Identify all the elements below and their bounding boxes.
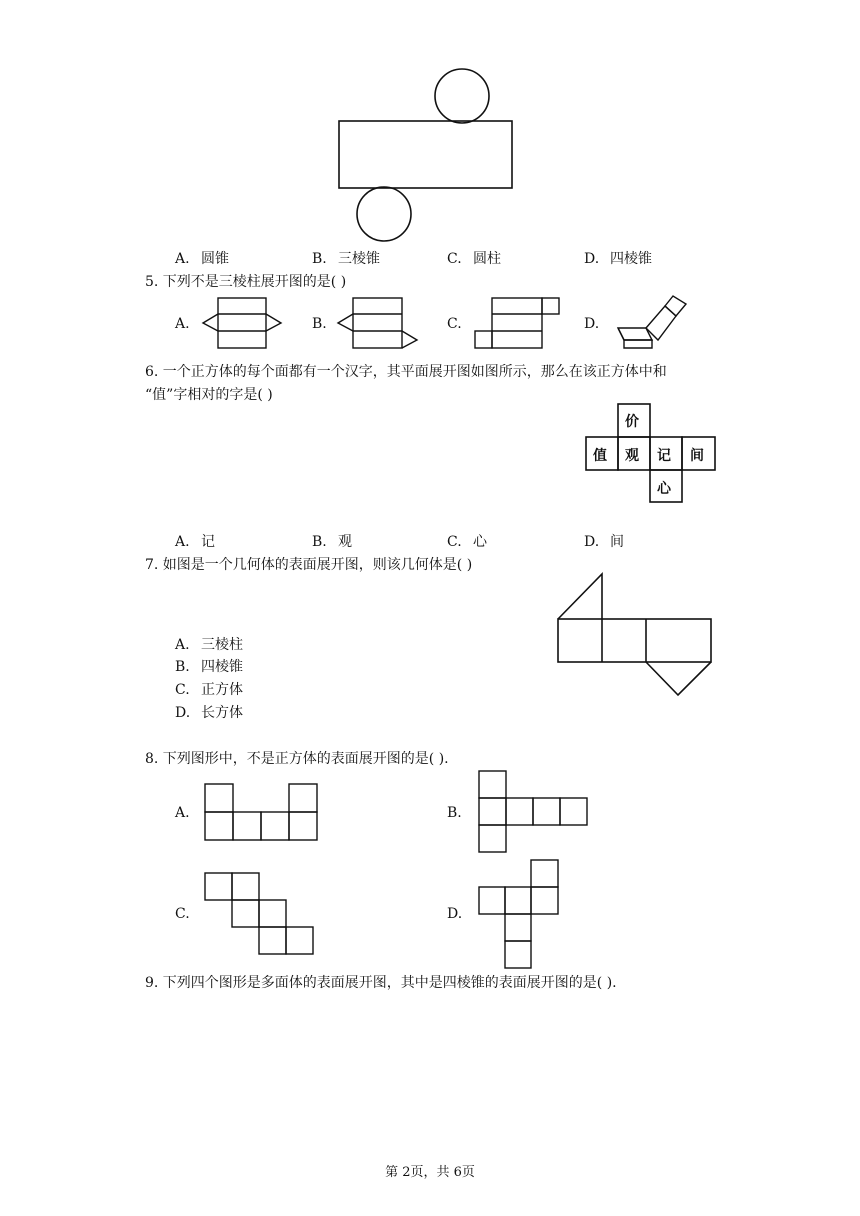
cube-face-guan: 观	[625, 448, 639, 464]
q7-stem: 7. 如图是一个几何体的表面展开图，则该几何体是( )	[145, 557, 473, 573]
q5-option-a-label: A.	[175, 316, 190, 332]
q4-option-d: D. 四棱锥	[584, 251, 652, 267]
q7-option-d: D. 长方体	[175, 705, 243, 721]
q4-option-a: A. 圆锥	[175, 251, 229, 267]
q6-stem-line2: “值”字相对的字是( )	[145, 387, 273, 403]
q8-option-b-label: B.	[447, 805, 462, 821]
q8-figure-a	[205, 784, 317, 840]
q7-option-c: C. 正方体	[175, 682, 243, 698]
q5-option-b-label: B.	[312, 316, 327, 332]
q6-option-b: B. 观	[312, 534, 352, 550]
q5-stem: 5. 下列不是三棱柱展开图的是( )	[145, 274, 347, 290]
q8-option-a-label: A.	[175, 805, 190, 821]
cube-face-zhi: 值	[593, 448, 607, 464]
q7-option-a: A. 三棱柱	[175, 637, 243, 653]
q4-option-b: B. 三棱锥	[312, 251, 380, 267]
q8-option-c-label: C.	[175, 906, 190, 922]
q8-figure-d	[479, 860, 558, 968]
q7-option-b: B. 四棱锥	[175, 659, 243, 675]
q6-option-c: C. 心	[447, 534, 487, 550]
q5-option-c-label: C.	[447, 316, 462, 332]
cube-face-xin: 心	[657, 481, 671, 497]
q5-option-d-label: D.	[584, 316, 600, 332]
cube-face-ji: 记	[657, 448, 671, 464]
cube-face-jia: 价	[625, 414, 639, 430]
page-footer: 第 2页，共 6页	[385, 1165, 475, 1180]
q6-option-a: A. 记	[175, 534, 215, 550]
q6-option-d: D. 间	[584, 534, 624, 550]
q8-figure-b	[479, 771, 587, 852]
q9-stem: 9. 下列四个图形是多面体的表面展开图，其中是四棱锥的表面展开图的是( ).	[145, 975, 617, 991]
q8-option-d-label: D.	[447, 906, 463, 922]
q8-stem: 8. 下列图形中，不是正方体的表面展开图的是( ).	[145, 751, 449, 767]
q4-option-c: C. 圆柱	[447, 251, 501, 267]
cube-face-jian: 间	[690, 448, 704, 464]
q8-figure-c	[205, 873, 313, 954]
q6-stem-line1: 6. 一个正方体的每个面都有一个汉字，其平面展开图如图所示，那么在该正方体中和	[145, 364, 667, 380]
